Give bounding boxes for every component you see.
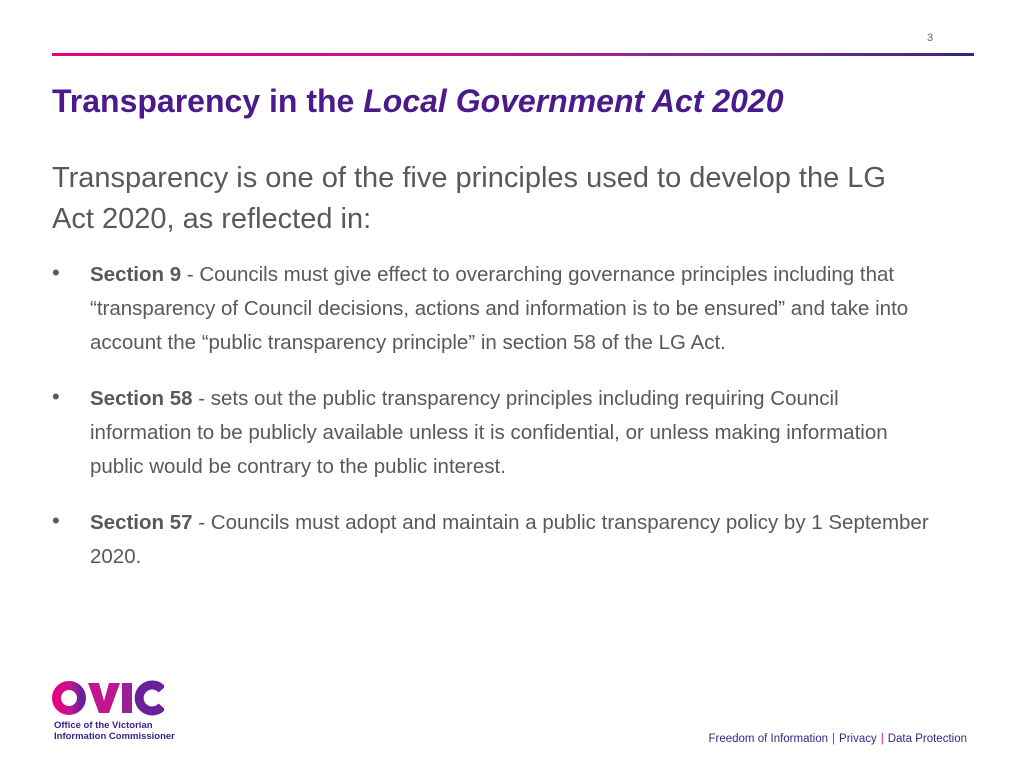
footer-separator: | (832, 733, 836, 745)
section-reference: Section 58 (90, 387, 193, 410)
intro-paragraph: Transparency is one of the five principles used to develop the LG Act 2020, as reflected in: (52, 162, 886, 235)
bullet-text: - Councils must give effect to overarching governance principles including that “transparency of Council decisions, actions and information is to be ensured” and take into account the “public transparency principle” in section 58 of the LG Act. (90, 263, 909, 354)
bullet-icon: • (52, 384, 60, 409)
logo-caption-line-2: Information Commissioner (54, 731, 175, 742)
logo-caption (54, 720, 175, 742)
footer-links (709, 733, 968, 745)
bullet-icon: • (52, 508, 60, 533)
footer-link-data-protection[interactable]: Data Protection (887, 733, 967, 745)
footer-link-privacy[interactable]: Privacy (839, 733, 877, 745)
section-reference: Section 57 (90, 511, 193, 534)
ovic-logo (52, 680, 212, 750)
bullet-item-section-58 (52, 382, 932, 484)
slide-title (52, 80, 784, 122)
bullet-item-section-57 (52, 506, 932, 574)
page-number: 3 (926, 32, 934, 44)
header-divider (52, 53, 974, 56)
footer-link-freedom-of-information[interactable]: Freedom of Information (708, 733, 829, 745)
logo-caption-line-1: Office of the Victorian (54, 720, 153, 731)
bullet-icon: • (52, 260, 60, 285)
ovic-wordmark-icon (52, 680, 164, 716)
bullet-text: - Councils must adopt and maintain a public transparency policy by 1 September 2020. (90, 511, 929, 568)
bullet-item-section-9 (52, 258, 932, 360)
bullet-list (52, 258, 932, 596)
section-reference: Section 9 (90, 263, 182, 286)
title-plain: Transparency in the (52, 83, 364, 119)
footer-separator: | (880, 733, 884, 745)
title-italic: Local Government Act 2020 (363, 83, 784, 119)
bullet-text: - sets out the public transparency principles including requiring Council information to be publicly available unless it is confidential, or unless making information public would be contrary to the public interest. (90, 387, 888, 478)
